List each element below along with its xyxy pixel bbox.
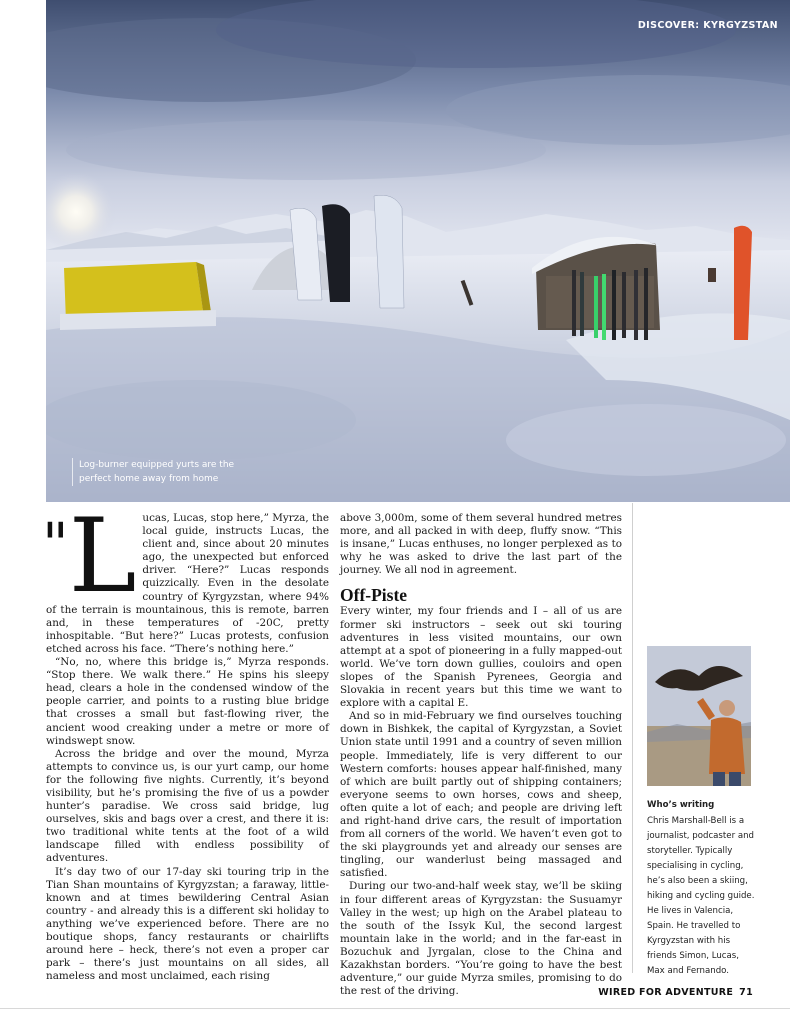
snow-shadow bbox=[46, 380, 356, 460]
photo-caption: Log-burner equipped yurts are the perfect home away from home bbox=[72, 458, 269, 486]
bottom-rule bbox=[0, 1008, 790, 1009]
author-photo bbox=[647, 646, 751, 786]
snow-shadow bbox=[506, 404, 786, 476]
section-tag: DISCOVER: KYRGYZSTAN bbox=[637, 20, 778, 31]
paragraph: Every winter, my four friends and I – all of us are former ski instructors – seek out ski touring adventures in less visited mountains, our own attempt at a spot of pioneering in a fully mapped-out world. We’ve torn down gullies, couloirs and open slopes of the Spanish Pyrenees, Georgia and Slovakia in recent years but this time we want to explore with a capital E. bbox=[340, 605, 622, 710]
author-box bbox=[647, 798, 757, 979]
hero-photo bbox=[46, 0, 790, 502]
author-box-title: Who’s writing bbox=[647, 800, 715, 810]
article-column-2 bbox=[340, 512, 622, 998]
paragraph: During our two-and-half week stay, we’ll be skiing in four different areas of Kyrgyzstan: the Susuamyr Valley in the west; up high on the Arabel plateau to the south of the Issyk Kul, the second largest mountain lake in the world; and in the far-east in Bozuchuk and Jyrgalan, close to the China and Kazakhstan borders. “You’re going to have the best adventure,” our guide Myrza smiles, promising to do the rest of the driving. bbox=[340, 880, 622, 998]
paragraph: It’s day two of our 17-day ski touring trip in the Tian Shan mountains of Kyrgyzstan; a faraway, little-known and at times bewildering Central Asian country - and already this is a different ski holiday to anything we’ve experienced before. There are no boutique shops, fancy restaurants or chairlifts around here – heck, there’s not even a proper car park – there’s just mountains on all sides, all nameless and most unclaimed, each rising bbox=[46, 865, 329, 983]
magazine-name: WIRED FOR ADVENTURE bbox=[598, 987, 734, 998]
yurt-camp-scene bbox=[46, 0, 790, 502]
article-column-1 bbox=[42, 497, 329, 983]
page-footer bbox=[598, 987, 753, 998]
stove-pipe bbox=[708, 268, 716, 282]
subheading: Off-Piste bbox=[340, 585, 408, 606]
drop-cap: "L bbox=[42, 497, 137, 616]
column-divider bbox=[632, 503, 633, 973]
paragraph: “No, no, where this bridge is,” Myrza responds. “Stop there. We walk there.” He spins his sleepy head, clears a hole in the condensed window of the people carrier, and points to a rusting blue bridge that crosses a small but fast-flowing river, the ancient wood creaking under a metre or more of windswept snow. bbox=[46, 656, 329, 747]
paragraph: Across the bridge and over the mound, Myrza attempts to convince us, is our yurt camp, our home for the following five nights. Currently, it’s beyond visibility, but he’s promising the five of us a powder hunter’s paradise. We cross said bridge, lug ourselves, skis and bags over a crest, and there it is: two traditional white tents at the foot of a wild landscape filled with endless possibility of adventures. bbox=[46, 747, 329, 865]
cloud bbox=[66, 120, 546, 180]
lead-paragraph: "L ucas, Lucas, stop here,” Myrza, the local guide, instructs Lucas, the client and, since about 20 minutes ago, the unexpected but enforced driver. “Here?” Lucas responds quizzically. Even in the desolate country of Kyrgyzstan, where 94% of the terrain is mountainous, this is remote, barren and, in these temperatures of -20C, pretty inhospitable. “But here?” Lucas protests, confusion etched across his face. “There’s nothing here.” bbox=[42, 497, 329, 655]
page-number: 71 bbox=[739, 987, 753, 998]
paragraph: above 3,000m, some of them several hundred metres more, and all packed in with deep, fluffy snow. “This is insane,” Lucas enthuses, no longer perplexed as to why he was asked to drive the last part of the journey. We all nod in agreement. bbox=[340, 512, 622, 577]
author-bio: Chris Marshall-Bell is a journalist, podcaster and storyteller. Typically specialising in cycling, he’s also been a skiing, hiking and cycling guide. He lives in Valencia, Spain. He travelled to Kyrgyzstan with his friends Simon, Lucas, Max and Fernando. bbox=[647, 816, 755, 976]
paragraph: And so in mid-February we find ourselves touching down in Bishkek, the capital of Kyrgyzstan, a Soviet Union state until 1991 and a country of seven million people. Immediately, life is very different to our Western comforts: houses appear half-finished, many of which are built partly out of shipping containers; everyone seems to own horses, cows and sheep, often quite a lot of each; and people are driving left and right-hand drive cars, the result of importation from all corners of the world. We haven’t even got to the ski playgrounds yet and already our senses are tingling, our wanderlust being massaged and satisfied. bbox=[340, 710, 622, 880]
author-with-eagle bbox=[647, 646, 751, 786]
